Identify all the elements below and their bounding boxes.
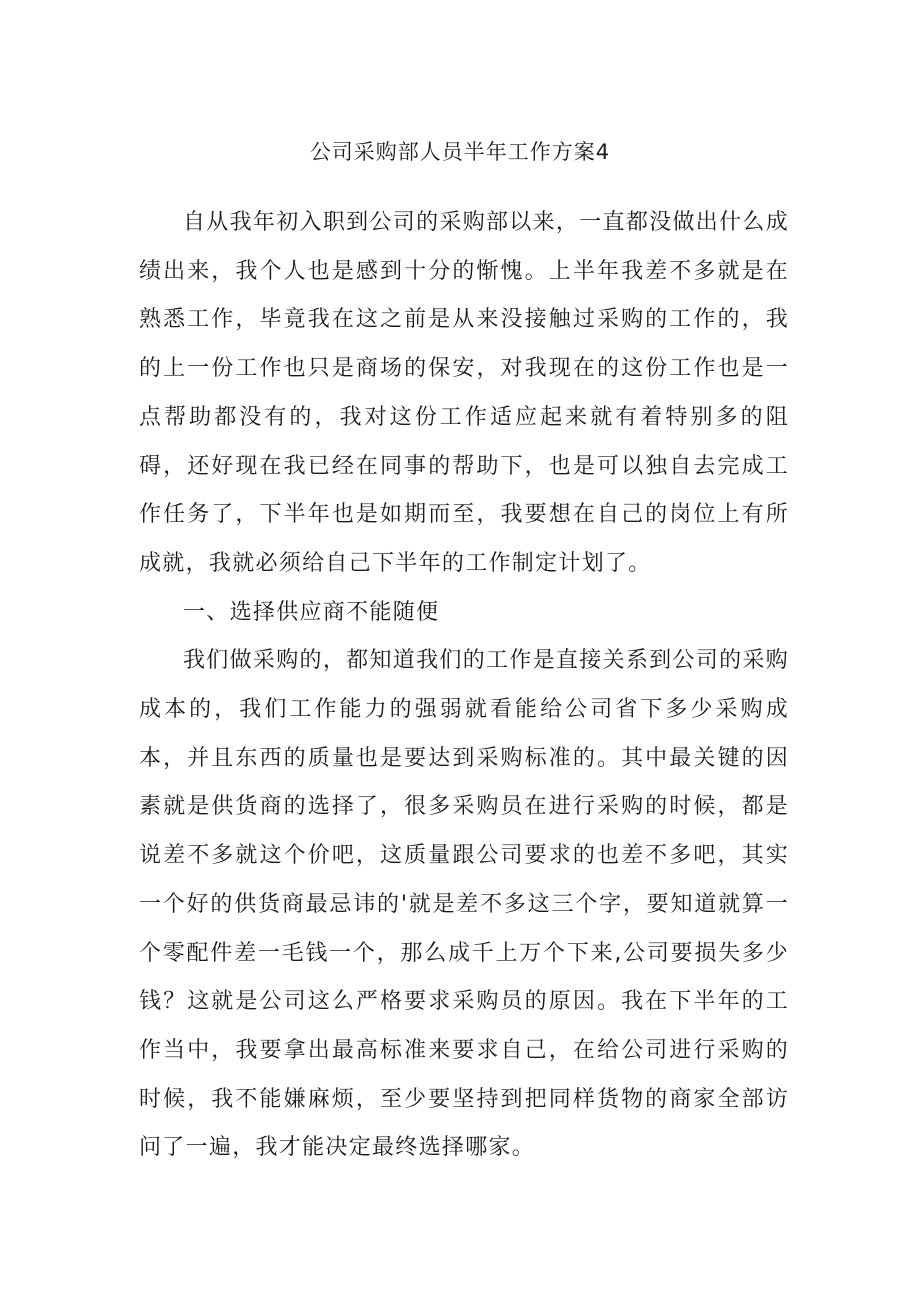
document-title: 公司采购部人员半年工作方案4 (309, 140, 611, 164)
section-heading: 一、选择供应商不能随便 (183, 599, 440, 625)
paragraph-intro: 自从我年初入职到公司的采购部以来，一直都没做出什么成绩出来，我个人也是感到十分的惭愧。上半年我差不多就是在熟悉工作，毕竟我在这之前是从来没接触过采购的工作的，我的上一份工作也只是商场的保安，对我现在的这份工作也是一点帮助都没有的，我对这份工作适应起来就有着特别多的阻碍，还好现在我已经在同事的帮助下，也是可以独自去完成工作任务了，下半年也是如期而至，我要想在自己的岗位上有所成就，我就必须给自己下半年的工作制定计划了。 (139, 210, 789, 576)
paragraph-supplier-selection: 我们做采购的，都知道我们的工作是直接关系到公司的采购成本的，我们工作能力的强弱就看能给公司省下多少采购成本，并且东西的质量也是要达到采购标准的。其中最关键的因素就是供货商的选择了，很多采购员在进行采购的时候，都是说差不多就这个价吧，这质量跟公司要求的也差不多吧，其实一个好的供货商最忌讳的'就是差不多这三个字，要知道就算一个零配件差一毛钱一个，那么成千上万个下来,公司要损失多少钱？这就是公司这么严格要求采购员的原因。我在下半年的工作当中，我要拿出最高标准来要求自己，在给公司进行采购的时候，我不能嫌麻烦，至少要坚持到把同样货物的商家全部访问了一遍，我才能决定最终选择哪家。 (139, 648, 789, 1161)
document-body (139, 199, 789, 1173)
